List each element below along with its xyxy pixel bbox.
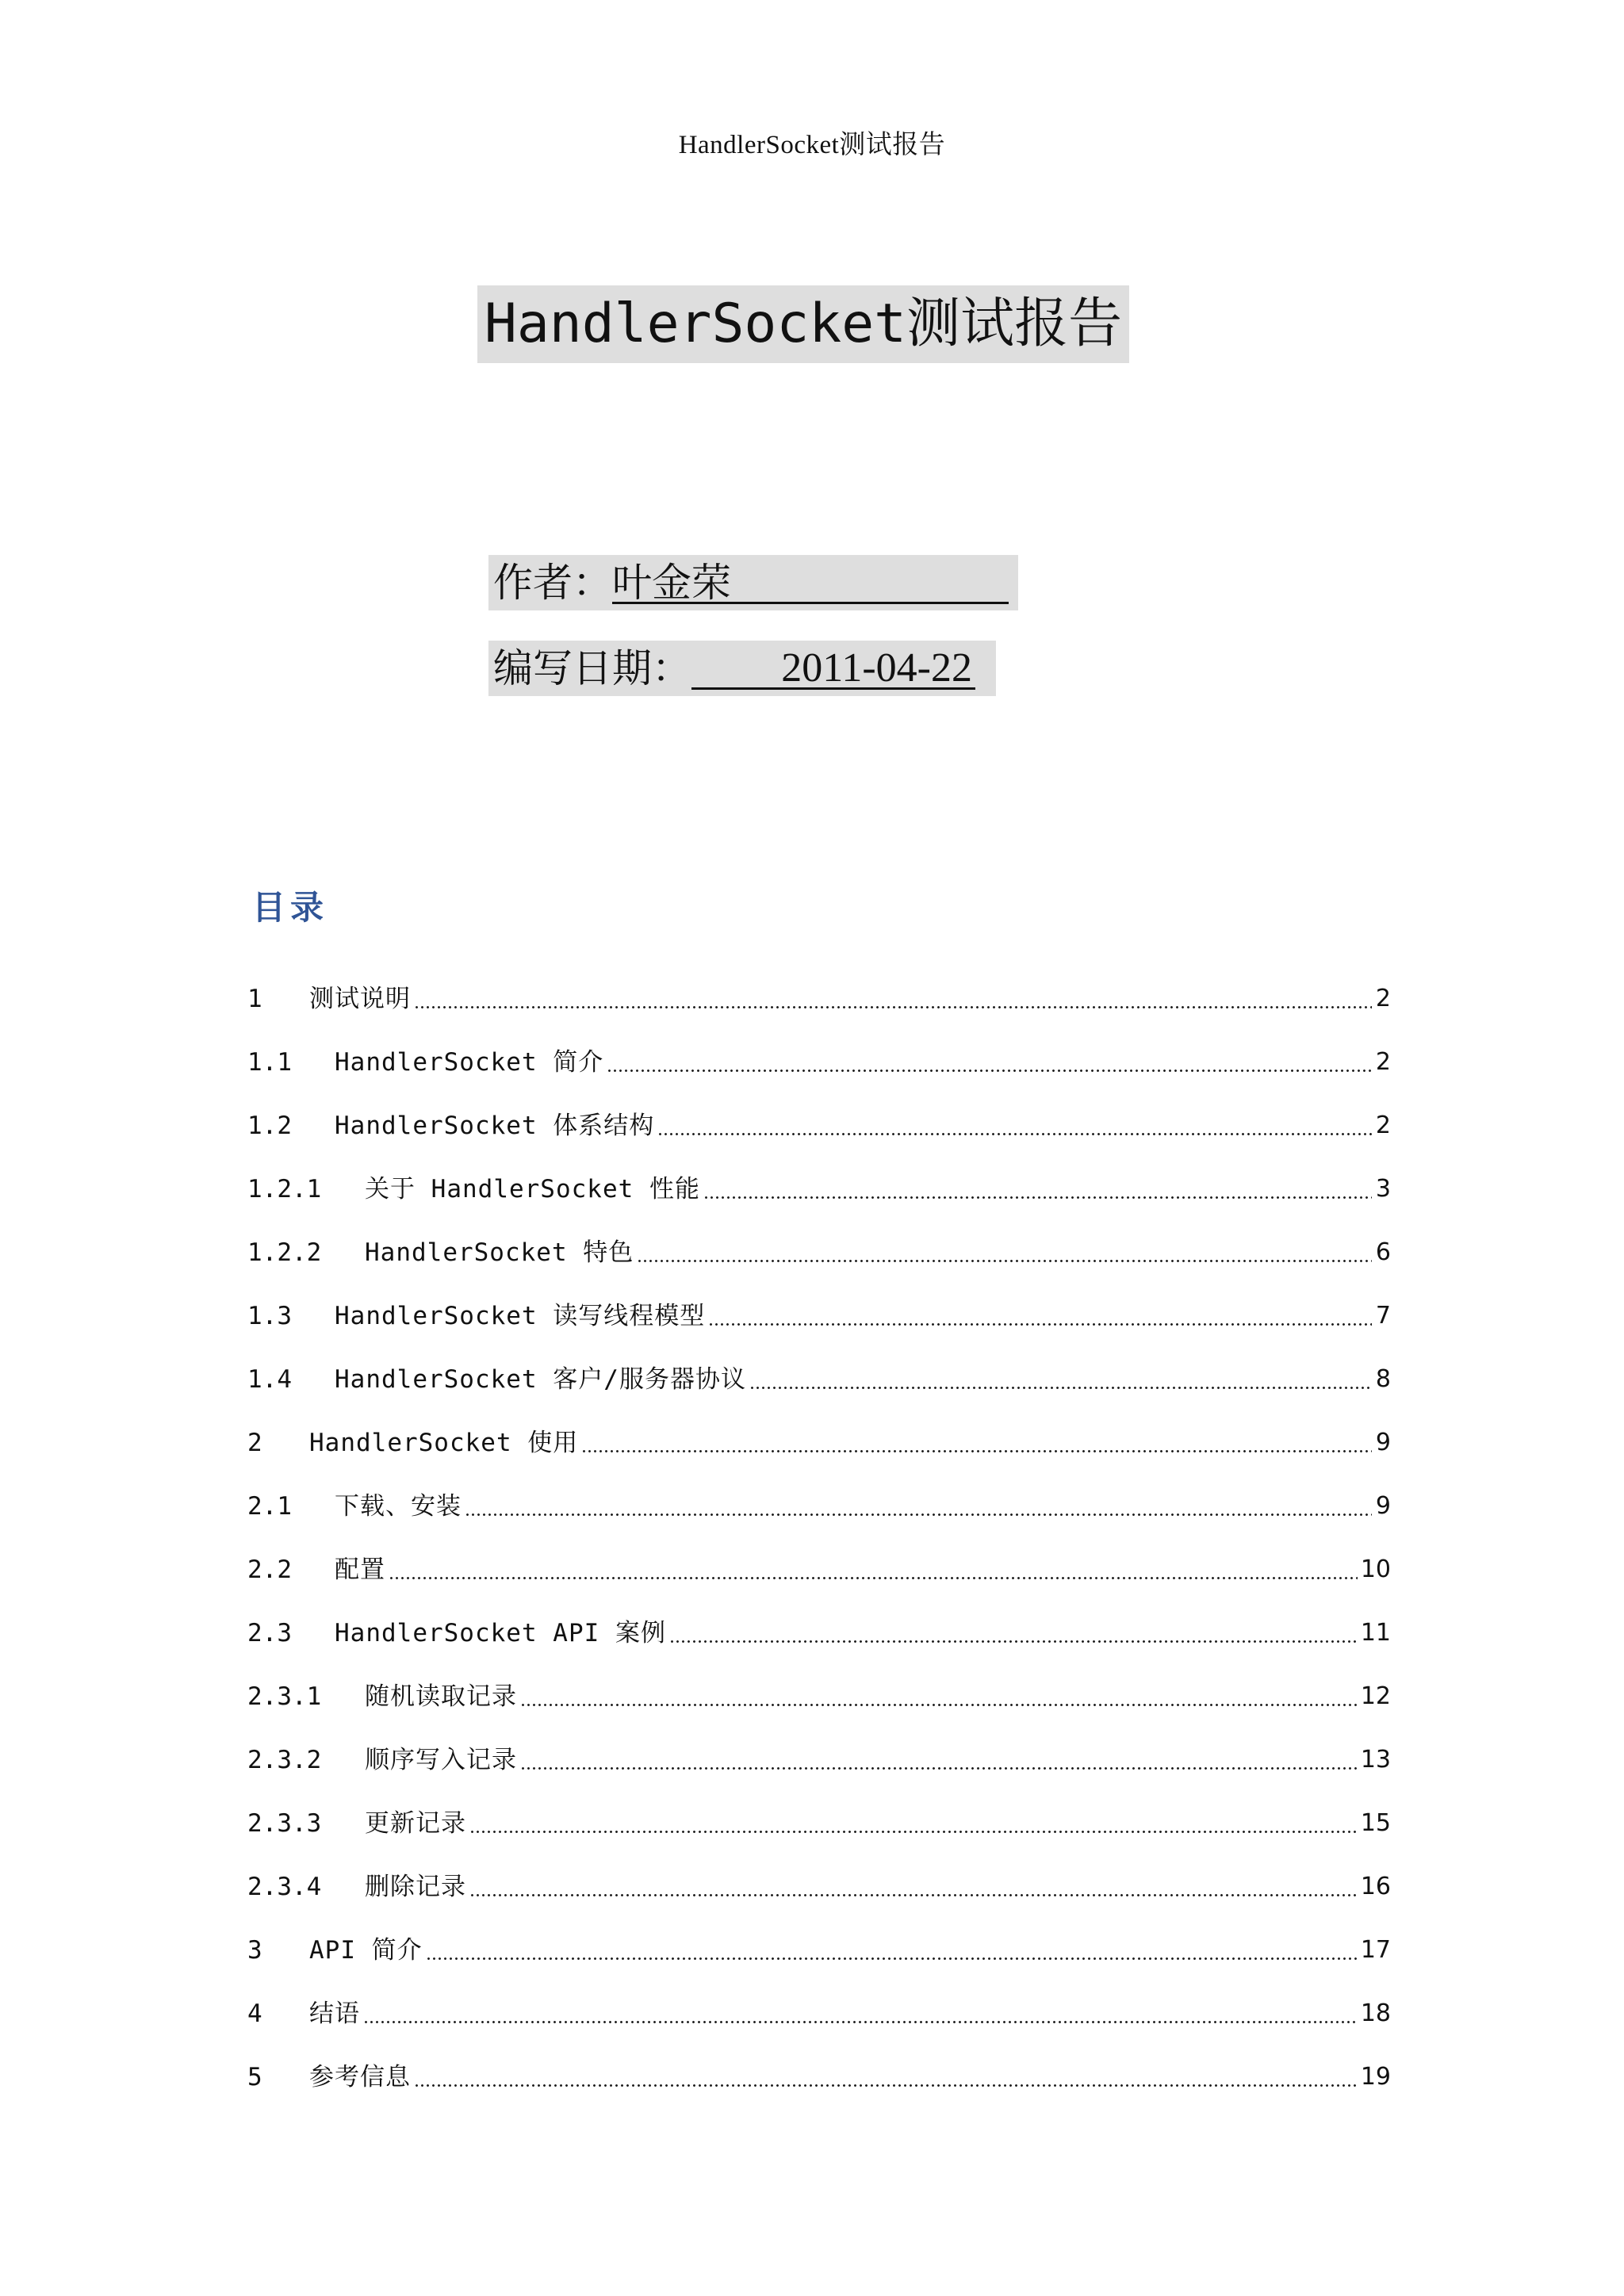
toc-entry-number: 1	[247, 985, 262, 1013]
toc-entry[interactable]	[247, 1586, 1391, 1649]
toc-entry-number: 1.2.2	[247, 1238, 322, 1267]
toc-heading: 目录	[252, 888, 329, 927]
toc-dot-leader	[389, 1557, 1358, 1581]
toc-entry-title: 更新记录	[365, 1809, 466, 1838]
toc-entry[interactable]	[247, 2030, 1391, 2093]
toc-entry-number: 2.3.4	[247, 1873, 322, 1901]
toc-dot-leader	[363, 2001, 1358, 2025]
toc-entry-title: 顺序写入记录	[365, 1746, 517, 1774]
toc-entry-number: 2.3.2	[247, 1746, 322, 1774]
toc-entry[interactable]	[247, 1839, 1391, 1903]
toc-entry-number: 1.1	[247, 1048, 292, 1077]
toc-entry[interactable]	[247, 1142, 1391, 1205]
toc-entry-title: HandlerSocket 客户/服务器协议	[335, 1365, 746, 1394]
toc-entry-page: 11	[1360, 1619, 1391, 1647]
toc-entry-number: 1.3	[247, 1302, 292, 1330]
toc-entry-title: 删除记录	[365, 1873, 466, 1901]
toc-entry[interactable]	[247, 1712, 1391, 1776]
toc-entry-title: HandlerSocket 体系结构	[335, 1112, 655, 1140]
toc-dot-leader	[520, 1684, 1358, 1708]
toc-entry-page: 10	[1360, 1556, 1391, 1583]
toc-entry[interactable]	[247, 1522, 1391, 1586]
toc-entry-title: 测试说明	[309, 985, 411, 1013]
toc-entry-page: 3	[1375, 1175, 1391, 1203]
toc-dot-leader	[414, 2064, 1358, 2088]
toc-entry-number: 1.2.1	[247, 1175, 322, 1203]
toc-entry-title: 参考信息	[309, 2063, 411, 2091]
toc-entry[interactable]	[247, 1205, 1391, 1269]
toc-entry[interactable]	[247, 1015, 1391, 1078]
toc-entry-number: 1.2	[247, 1112, 292, 1140]
toc-entry-number: 1.4	[247, 1365, 292, 1394]
toc-entry-number: 3	[247, 1936, 262, 1965]
toc-entry[interactable]	[247, 1269, 1391, 1332]
toc-dot-leader	[469, 1811, 1358, 1835]
toc-entry-title: HandlerSocket 简介	[335, 1048, 604, 1077]
toc-entry[interactable]	[247, 1332, 1391, 1395]
toc-dot-leader	[607, 1050, 1372, 1073]
toc-entry-title: HandlerSocket API 案例	[335, 1619, 666, 1647]
toc-entry-number: 5	[247, 2063, 262, 2091]
author-row	[488, 555, 1018, 610]
toc-entry-number: 2	[247, 1429, 262, 1457]
toc-entry-page: 9	[1375, 1492, 1391, 1520]
toc-entry-title: HandlerSocket 使用	[309, 1429, 579, 1457]
date-label: 编写日期：	[493, 645, 691, 691]
author-value: 叶金荣	[612, 555, 1009, 604]
toc-entry-page: 9	[1375, 1429, 1391, 1456]
toc-entry-page: 2	[1375, 1112, 1391, 1139]
document-title: HandlerSocket测试报告	[477, 285, 1129, 363]
toc-entry-number: 2.1	[247, 1492, 292, 1521]
toc-entry-title: API 简介	[309, 1936, 423, 1965]
running-header: HandlerSocket测试报告	[678, 131, 946, 159]
toc-entry-title: 下载、安装	[335, 1492, 462, 1521]
toc-entry-number: 4	[247, 1999, 262, 2028]
toc-dot-leader	[520, 1747, 1358, 1771]
toc-entry-page: 15	[1360, 1809, 1391, 1837]
toc-dot-leader	[414, 986, 1372, 1010]
toc-entry-title: 随机读取记录	[365, 1682, 517, 1711]
toc-entry-page: 18	[1360, 1999, 1391, 2027]
toc-entry-title: 配置	[335, 1556, 385, 1584]
toc-dot-leader	[469, 1874, 1358, 1898]
toc-entry-page: 17	[1360, 1936, 1391, 1964]
toc-dot-leader	[581, 1430, 1372, 1454]
date-row	[488, 641, 996, 696]
toc-dot-leader	[669, 1621, 1358, 1644]
toc-entry-page: 2	[1375, 1048, 1391, 1076]
toc-entry-page: 6	[1375, 1238, 1391, 1266]
toc-entry-page: 2	[1375, 985, 1391, 1012]
toc-entry-page: 13	[1360, 1746, 1391, 1774]
toc-entry-page: 8	[1375, 1365, 1391, 1393]
toc-entry-title: HandlerSocket 读写线程模型	[335, 1302, 706, 1330]
toc-dot-leader	[637, 1240, 1372, 1264]
toc-entry-title: 结语	[309, 1999, 360, 2028]
toc-entry-number: 2.3.1	[247, 1682, 322, 1711]
toc-entry[interactable]	[247, 1395, 1391, 1459]
toc-entry-number: 2.3.3	[247, 1809, 322, 1838]
toc-dot-leader	[708, 1303, 1372, 1327]
toc-entry[interactable]	[247, 1966, 1391, 2030]
toc-entry-page: 19	[1360, 2063, 1391, 2091]
toc-dot-leader	[426, 1938, 1358, 1961]
toc-entry-page: 7	[1375, 1302, 1391, 1330]
toc-entry-title: 关于 HandlerSocket 性能	[365, 1175, 700, 1203]
toc-entry-title: HandlerSocket 特色	[365, 1238, 634, 1267]
toc-entry-number: 2.3	[247, 1619, 292, 1647]
toc-entry[interactable]	[247, 1649, 1391, 1712]
toc-dot-leader	[657, 1113, 1372, 1137]
toc-dot-leader	[465, 1494, 1372, 1517]
table-of-contents	[247, 951, 1391, 2093]
toc-entry-page: 16	[1360, 1873, 1391, 1900]
toc-entry[interactable]	[247, 1776, 1391, 1839]
date-value: 2011-04-22	[691, 641, 975, 690]
toc-entry[interactable]	[247, 1903, 1391, 1966]
toc-entry-page: 12	[1360, 1682, 1391, 1710]
toc-entry[interactable]	[247, 1459, 1391, 1522]
author-label: 作者：	[493, 560, 612, 606]
toc-dot-leader	[703, 1177, 1372, 1200]
toc-dot-leader	[749, 1367, 1372, 1391]
toc-entry[interactable]	[247, 951, 1391, 1015]
toc-entry[interactable]	[247, 1078, 1391, 1142]
toc-entry-number: 2.2	[247, 1556, 292, 1584]
